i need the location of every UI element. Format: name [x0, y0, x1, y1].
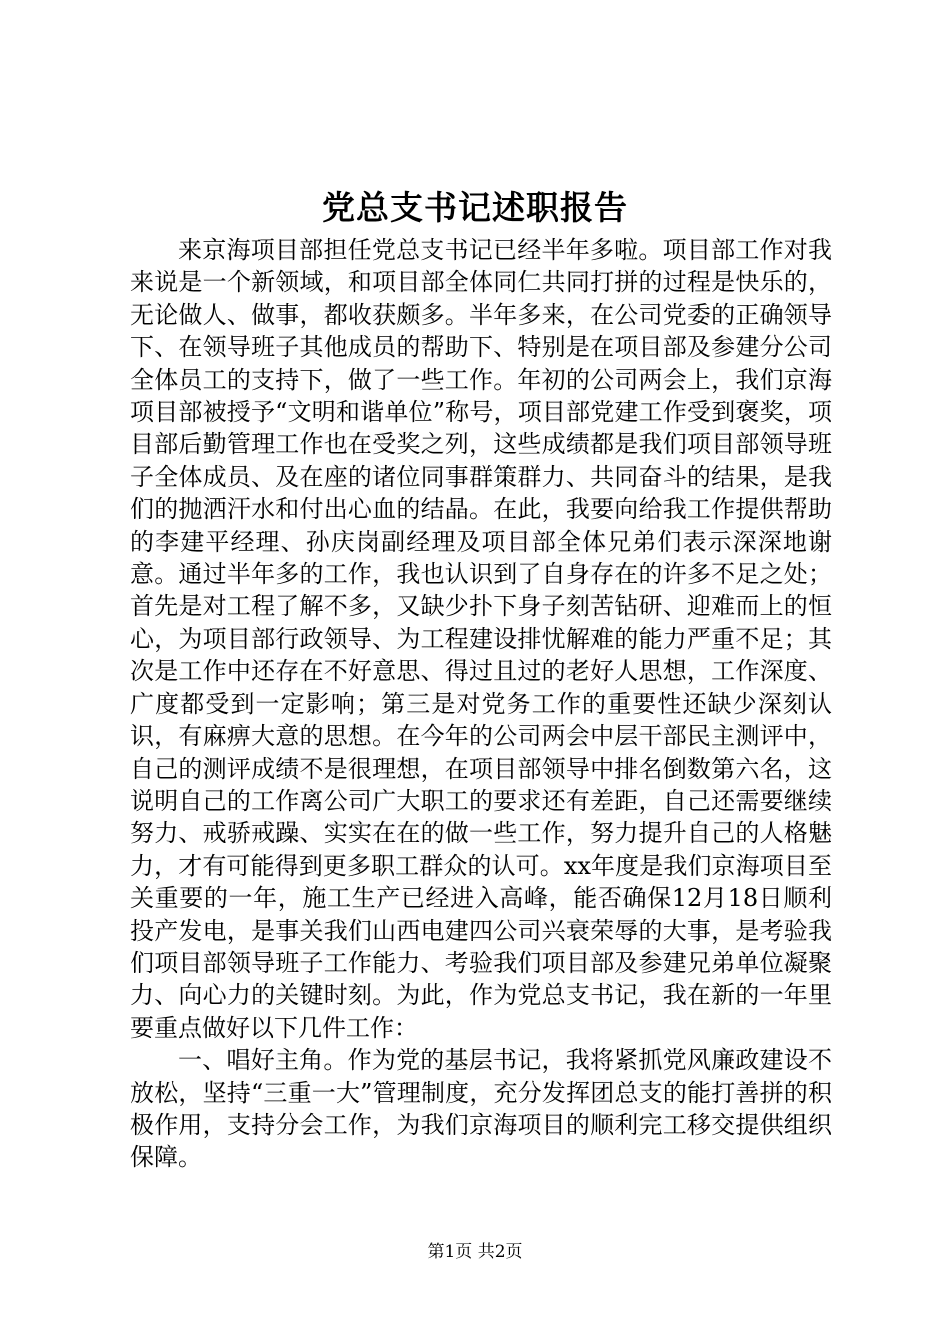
page-footer: 第1页 共2页 — [427, 1242, 523, 1262]
paragraph: 来京海项目部担任党总支书记已经半年多啦。项目部工作对我来说是一个新领域，和项目部全体同仁共同打拼的过程是快乐的，无论做人、做事，都收获颇多。半年多来，在公司党委的正确领导下、在领导班子其他成员的帮助下、特别是在项目部及参建分公司全体员工的支持下，做了一些工作。年初的公司两会上，我们京海项目部被授予“文明和谐单位”称号，项目部党建工作受到褒奖，项目部后勤管理工作也在受奖之列，这些成绩都是我们项目部领导班子全体成员、及在座的诸位同事群策群力、共同奋斗的结果，是我们的抛洒汗水和付出心血的结晶。在此，我要向给我工作提供帮助的李建平经理、孙庆岗副经理及项目部全体兄弟们表示深深地谢意。通过半年多的工作，我也认识到了自身存在的许多不足之处；首先是对工程了解不多，又缺少扑下身子刻苦钻研、迎难而上的恒心，为项目部行政领导、为工程建设排忧解难的能力严重不足；其次是工作中还存在不好意思、得过且过的老好人思想，工作深度、广度都受到一定影响；第三是对党务工作的重要性还缺少深刻认识，有麻痹大意的思想。在今年的公司两会中层干部民主测评中，自己的测评成绩不是很理想，在项目部领导中排名倒数第六名，这说明自己的工作离公司广大职工的要求还有差距，自己还需要继续努力、戒骄戒躁、实实在在的做一些工作，努力提升自己的人格魅力，才有可能得到更多职工群众的认可。xx年度是我们京海项目至关重要的一年，施工生产已经进入高峰，能否确保12月18日顺利投产发电，是事关我们山西电建四公司兴衰荣辱的大事，是考验我们项目部领导班子工作能力、考验我们项目部及参建兄弟单位凝聚力、向心力的关键时刻。为此，作为党总支书记，我在新的一年里要重点做好以下几件工作： — [130, 236, 832, 1042]
document-title: 党总支书记述职报告 — [322, 188, 628, 227]
document-body — [130, 234, 832, 1174]
paragraph: 一、唱好主角。作为党的基层书记，我将紧抓党风廉政建设不放松，坚持“三重一大”管理制度，充分发挥团总支的能打善拼的积极作用，支持分会工作，为我们京海项目的顺利完工移交提供组织保障。 — [130, 1046, 832, 1172]
